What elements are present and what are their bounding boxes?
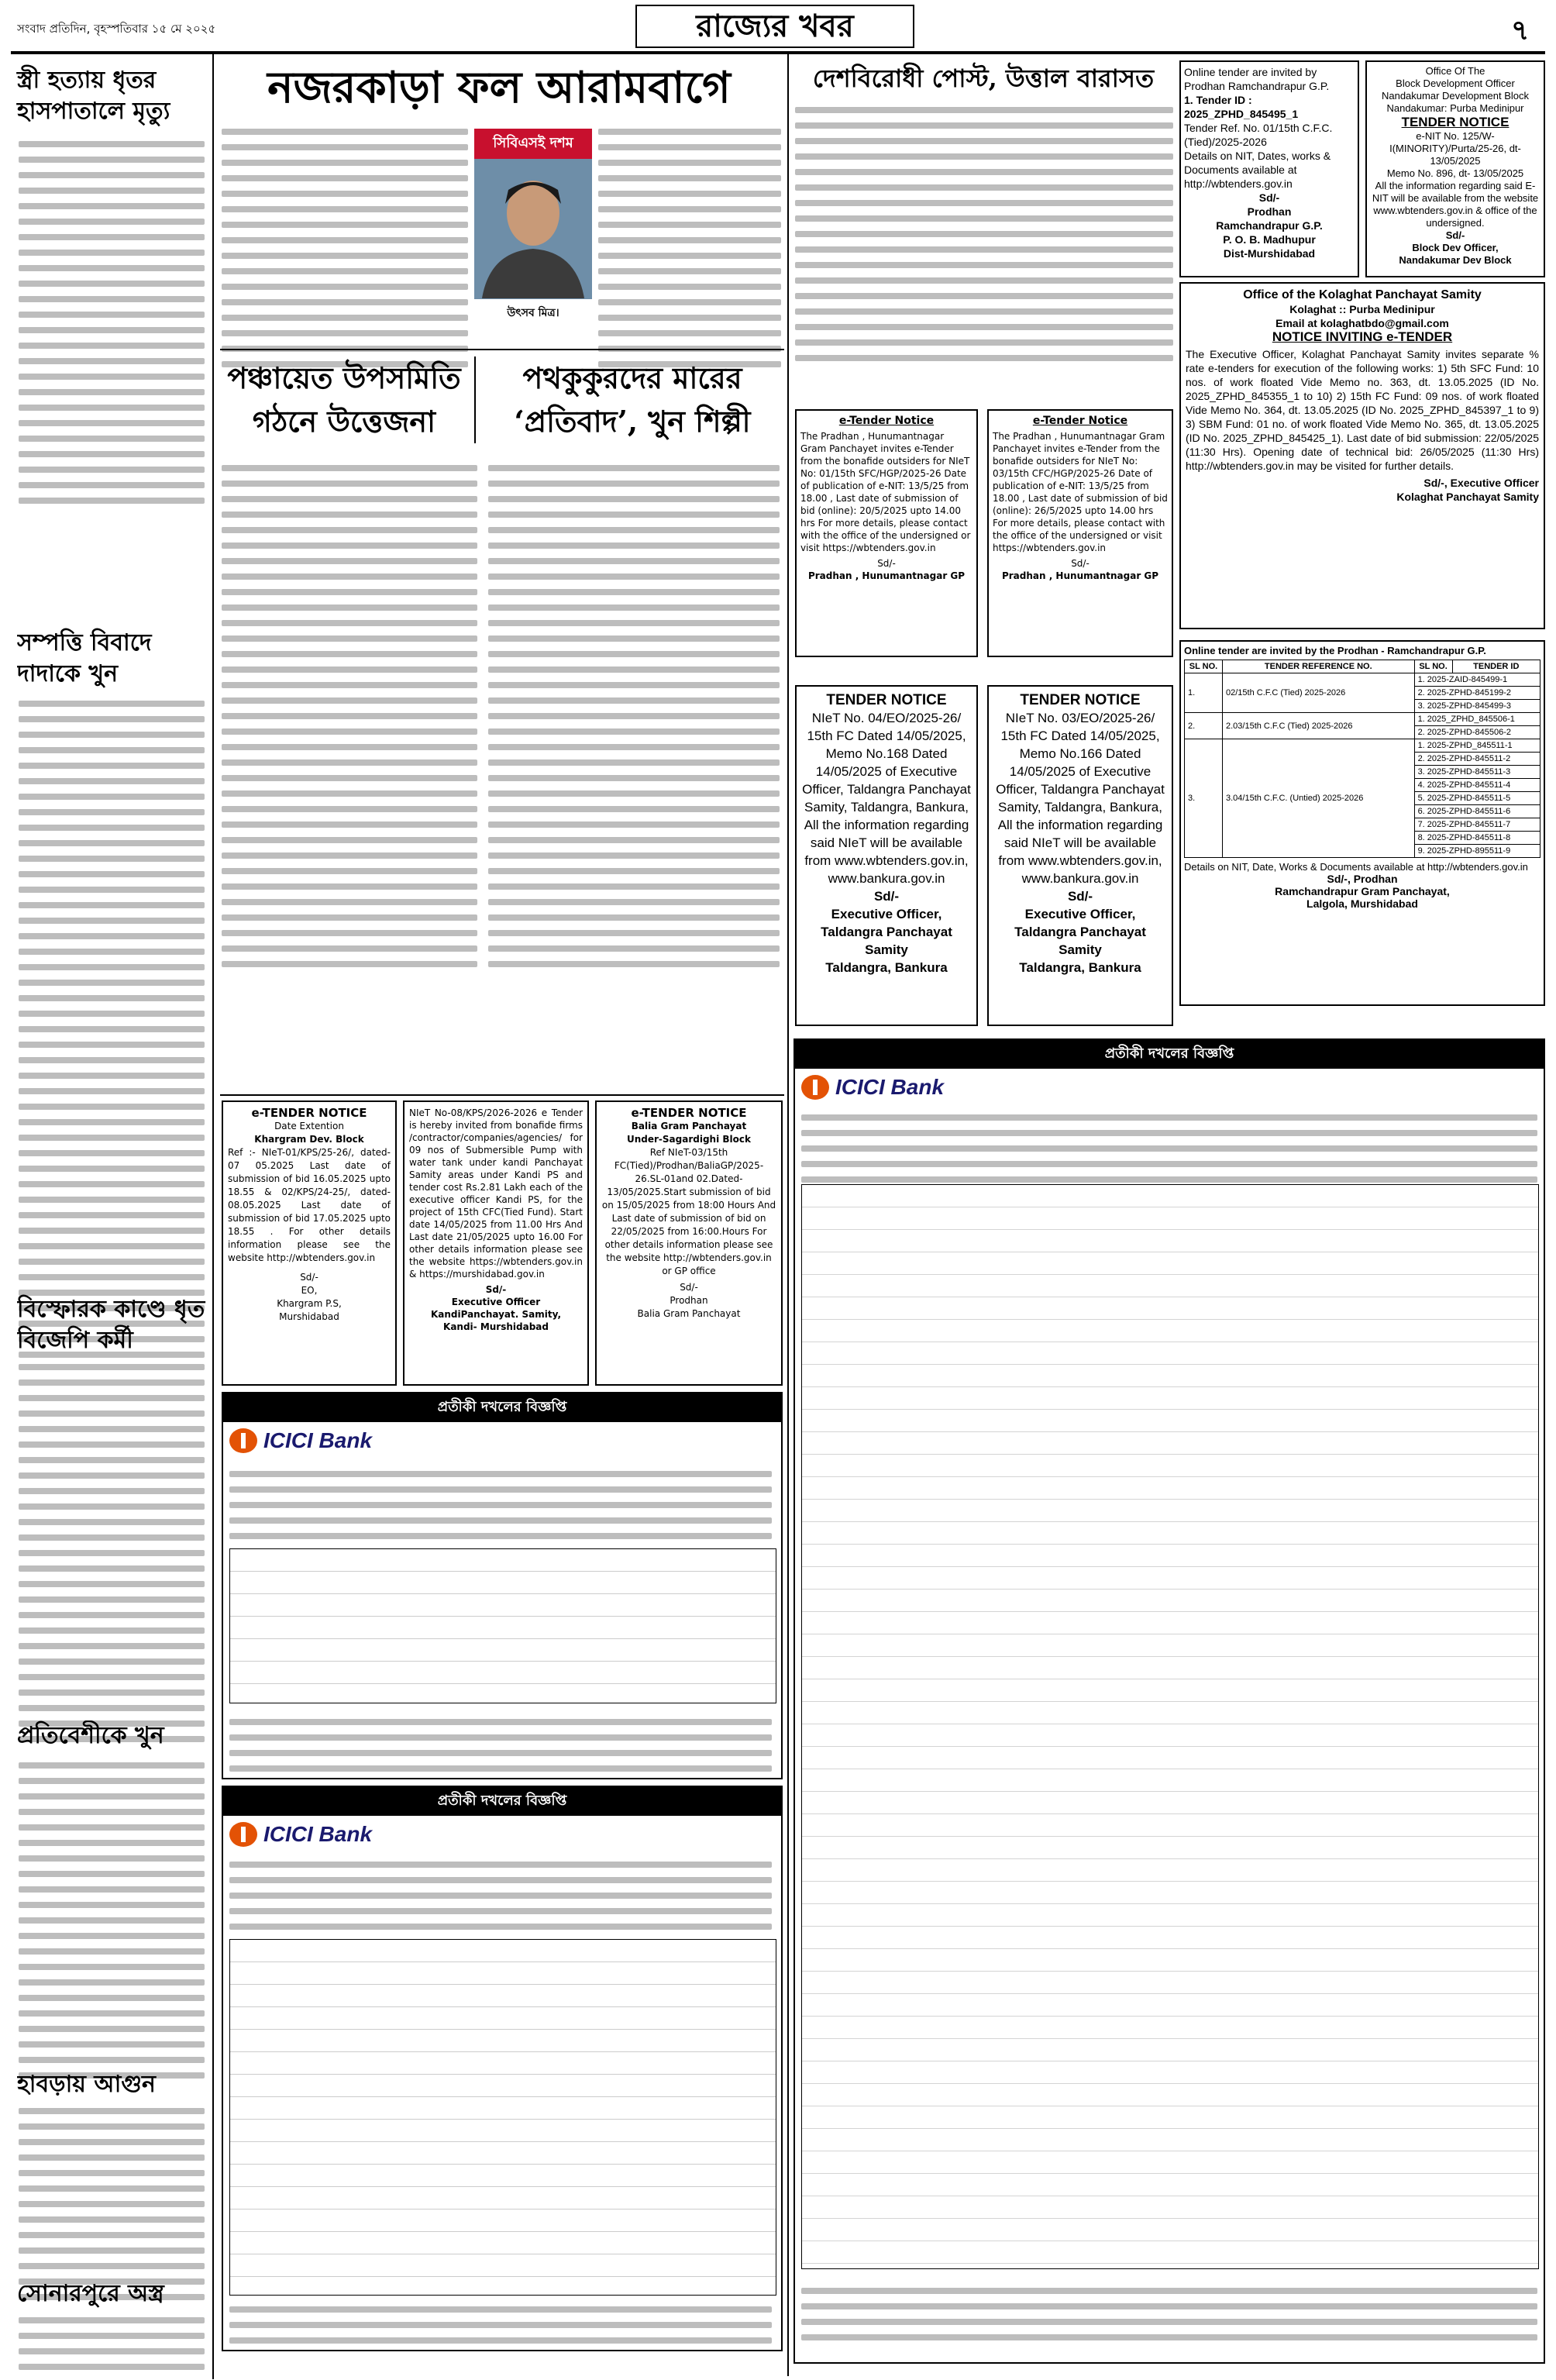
kandi-sig4: Kandi- Murshidabad (443, 1321, 549, 1332)
kg-sig1: Sd/-, Executive Officer (1423, 477, 1539, 489)
group-ref: 02/15th C.F.C (Tied) 2025-2026 (1223, 673, 1415, 713)
icici-mid2-table (229, 1939, 776, 2296)
balia-notice (595, 1100, 783, 1386)
kg-body: The Executive Officer, Kolaghat Panchayat Samity invites separate % rate e-tenders for execution of the following works: 1) 5th SFC Fund: 10 nos. of work floated Vide Memo no. 363, dt. 13.05.2025 (ID No. 2025_ZPHD_845355_1 to 10) 2) 15th FC Fund: 09 nos. of work floated Vide Memo No. 364, dt. 13.05.2025 (ID No. 2025_ZPHD_845397_1 to 9) 3) SBM Fund: 01 no. of work floated Vide Memo No. 365, dt. 13.05.2025 (ID No. 2025_ZPHD_845425_1). Last date of bid submission: 22/05/2025 (11:30 Hrs). Opening date of technical bid: 26/05/2025 (11:30 Hrs) http://wbtenders.gov.in may be visited for further details. (1186, 348, 1539, 472)
khargram-sig2: EO, (301, 1285, 318, 1296)
tender-table (1184, 660, 1541, 858)
left-headline-3: বিস্ফোরক কাণ্ডে ধৃত বিজেপি কর্মী (17, 1296, 205, 1354)
balia-sig2: Prodhan (670, 1295, 708, 1306)
rtab-title: Online tender are invited by the Prodhan - Ramchandrapur G.P. (1184, 645, 1486, 656)
group-sl: 2. (1185, 713, 1223, 739)
left-headline-2: সম্পত্তি বিবাদে দাদাকে খুন (17, 629, 152, 687)
icici-logo-icon (800, 1073, 831, 1101)
kandi-notice (403, 1100, 589, 1386)
balia-l2: Under-Sagardighi Block (627, 1134, 751, 1145)
rt-l7: Prodhan (1247, 205, 1292, 218)
divider (220, 349, 784, 350)
td2-body: NIeT No. 03/EO/2025-26/ 15th FC Dated 14/05/2025, Memo No.166 Dated 14/05/2025 of Executive Officer, Taldangra Panchayat Samity, Taldangra, Bankura, All the information regarding said NIeT will be available from www.wbtenders.gov.in, www.bankura.gov.in (996, 711, 1165, 886)
icici-mid2-title: প্রতীকী দখলের বিজ্ঞপ্তি (223, 1787, 781, 1816)
td2-sig3: Taldangra Panchayat Samity (1014, 925, 1146, 957)
taldangra-notice-1 (795, 685, 978, 1026)
hn1-sig1: Sd/- (877, 558, 896, 569)
khargram-sub: Date Extention (274, 1121, 344, 1131)
td1-sig2: Executive Officer, (831, 907, 942, 921)
hn2-title: e-Tender Notice (1032, 415, 1128, 427)
td2-sig4: Taldangra, Bankura (1019, 960, 1141, 975)
tender-id-cell: 9. 2025-ZPHD-895511-9 (1414, 845, 1540, 858)
icici-mid1-brand: ICICI Bank (263, 1428, 373, 1452)
balia-sig1: Sd/- (680, 1282, 698, 1293)
rtab-sig1: Sd/-, Prodhan (1327, 873, 1398, 885)
hn1-sig2: Pradhan , Hunumantnagar GP (807, 570, 966, 581)
tender-id-cell: 7. 2025-ZPHD-845511-7 (1414, 818, 1540, 832)
balia-title: e-TENDER NOTICE (631, 1106, 747, 1120)
nk-l10: Nandakumar Dev Block (1399, 254, 1512, 266)
kolaghat-notice (1179, 282, 1545, 629)
balia-sig3: Balia Gram Panchayat (637, 1308, 741, 1319)
rt-l1: Online tender are invited by (1184, 66, 1317, 78)
icici-logo-icon (228, 1427, 259, 1455)
khargram-sig1: Sd/- (300, 1272, 318, 1283)
tender-id-cell: 6. 2025-ZPHD-845511-6 (1414, 805, 1540, 818)
khargram-notice (222, 1100, 397, 1386)
photo-caption: উৎসব মিত্র। (507, 307, 559, 319)
left-headline-6: সোনারপুরে অস্ত্র (17, 2280, 164, 2307)
hn1-body: The Pradhan , Hunumantnagar Gram Panchayet invites e-Tender from the bonafide outsiders for NIeT No: 01/15th SFC/HGP/2025-26 Date of publication of e-NIT: 13/5/25 from 18.00 , Last date of submission of bid (online): 20/5/2025 upto 14.00 hrs For more details, please contact with the office of the undersigned or visit https://wbtenders.gov.in (800, 431, 971, 553)
khargram-sig4: Murshidabad (279, 1311, 339, 1322)
hn2-sig2: Pradhan , Hunumantnagar GP (1001, 570, 1159, 581)
kg-l1: Office of the Kolaghat Panchayat Samity (1243, 288, 1482, 301)
left-headline-1: স্ত্রী হত্যায় ধৃতর হাসপাতালে মৃত্যু (17, 67, 170, 125)
photo-badge: সিবিএসই দশম (474, 129, 592, 159)
tender-id-cell: 5. 2025-ZPHD-845511-5 (1414, 792, 1540, 805)
kg-sig2: Kolaghat Panchayat Samity (1396, 491, 1539, 503)
rt-l9: P. O. B. Madhupur (1223, 233, 1316, 246)
left-headline-4: প্রতিবেশীকে খুন (17, 1722, 164, 1749)
nk-l3: Nandakumar Development Block (1381, 90, 1530, 102)
khargram-title: e-TENDER NOTICE (251, 1106, 367, 1120)
table-row (1185, 713, 1541, 726)
td1-title: TENDER NOTICE (826, 692, 947, 708)
icici-notice-mid-2 (222, 1786, 783, 2351)
kandi-body: NIeT No-08/KPS/2026-2026 e Tender is hereby invited from bonafide firms /contractor/companies/agencies/ for 09 nos of Submersible Pump with water tank under kandi Panchayat Samity areas under Kandi PS and tender cost Rs.2.81 Lakh each of the executive officer Kandi PS, for the project of 15th CFC(Tied Fund). Start date 14/05/2025 from 11.00 Hrs And Last date 21/05/2025 upto 16.00 For other details information please see the website https://wbtenders.gov.in & https://murshidabad.gov.in (409, 1107, 583, 1280)
col-sl2: SL NO. (1414, 660, 1452, 673)
td2-title: TENDER NOTICE (1020, 692, 1141, 708)
divider (220, 1094, 784, 1096)
rt-l6: Sd/- (1258, 191, 1280, 204)
icici-right-title: প্রতীকী দখলের বিজ্ঞপ্তি (795, 1040, 1544, 1069)
panchayat-headline: পঞ্চায়েত উপসমিতি গঠনে উত্তেজনা (220, 356, 476, 443)
td1-sig1: Sd/- (873, 889, 900, 904)
hn2-body: The Pradhan , Hunumantnagar Gram Panchayet invites e-Tender from the bonafide outsiders for NIeT No: 03/15th CFC/HGP/2025-26 Date of publication of e-NIT: 13/5/25 from 18.00 , Last date of submission of bid (online): 26/5/2025 upto 14.00 hrs For more details, please contact with the office of the undersigned or visit https://wbtenders.gov.in (993, 431, 1168, 553)
khargram-sig3: Khargram P.S, (277, 1298, 342, 1309)
group-ref: 3.04/15th C.F.C. (Untied) 2025-2026 (1223, 739, 1415, 858)
rtab-footer: Details on NIT, Date, Works & Documents available at http://wbtenders.gov.in (1184, 861, 1528, 873)
td1-sig3: Taldangra Panchayat Samity (821, 925, 952, 957)
balia-body: Ref NIeT-03/15th FC(Tied)/Prodhan/BaliaGP/2025-26.SL-01and 02.Dated- 13/05/2025.Start submission of bid on 15/05/2025 from 18:00 Hours And Last date of submission of bid on 22/05/2025 from 16:00.Hours For other details information please see the website http://wbtenders.gov.in or GP office (601, 1147, 776, 1276)
kg-l3: Email at kolaghatbdo@gmail.com (1275, 317, 1449, 329)
group-sl: 1. (1185, 673, 1223, 713)
tender-id-cell: 4. 2025-ZPHD-845511-4 (1414, 779, 1540, 792)
pathakukur-headline: পথকুকুরদের মারের ‘প্রতিবাদ’, খুন শিল্পী (514, 360, 751, 439)
rt-l4: Tender Ref. No. 01/15th C.F.C. (Tied)/2025-2026 (1184, 122, 1333, 148)
td1-body: NIeT No. 04/EO/2025-26/ 15th FC Dated 14/05/2025, Memo No.168 Dated 14/05/2025 of Executive Officer, Taldangra Panchayat Samity, Taldangra, Bankura, All the information regarding said NIeT will be available from www.wbtenders.gov.in, www.bankura.gov.in (802, 711, 971, 886)
rt-l2: Prodhan Ramchandrapur G.P. (1184, 80, 1330, 92)
group-sl: 3. (1185, 739, 1223, 858)
left-headline-5: হাবড়ায় আগুন (17, 2071, 156, 2098)
khargram-l1: Khargram Dev. Block (254, 1134, 364, 1145)
col-id: TENDER ID (1452, 660, 1540, 673)
rt-l3: 1. Tender ID : 2025_ZPHD_845495_1 (1184, 94, 1299, 120)
tender-id-cell: 1. 2025-ZPHD_845511-1 (1414, 739, 1540, 753)
nk-l5: e-NIT No. 125/W-I(MINORITY)/Purta/25-26, dt-13/05/2025 (1389, 130, 1521, 167)
nk-title: TENDER NOTICE (1401, 115, 1510, 129)
nk-l7: All the information regarding said E-NIT will be available from the website www.wbtenders.gov.in & office of the undersigned. (1372, 180, 1539, 229)
kandi-sig3: KandiPanchayat. Samity, (430, 1309, 562, 1320)
icici-right-table (801, 1184, 1539, 2269)
icici-right-brand: ICICI Bank (835, 1075, 945, 1099)
nk-l6: Memo No. 896, dt- 13/05/2025 (1386, 167, 1524, 179)
left-column (11, 54, 214, 2379)
tender-id-cell: 3. 2025-ZPHD-845511-3 (1414, 766, 1540, 779)
page-number: ৭ (1511, 14, 1530, 46)
ramchandrapur-table-notice (1179, 640, 1545, 1006)
rtab-sig2: Ramchandrapur Gram Panchayat, (1275, 885, 1450, 897)
hn2-sig1: Sd/- (1071, 558, 1090, 569)
dateline: সংবাদ প্রতিদিন, বৃহস্পতিবার ১৫ মে ২০২৫ (17, 22, 216, 36)
td2-sig2: Executive Officer, (1024, 907, 1136, 921)
icici-logo-icon (228, 1820, 259, 1848)
table-row (1185, 673, 1541, 687)
td1-sig4: Taldangra, Bankura (825, 960, 948, 975)
icici-mid1-table (229, 1548, 776, 1703)
header-rule (11, 51, 1545, 54)
tender-id-cell: 3. 2025-ZPHD-845499-3 (1414, 700, 1540, 713)
student-portrait-icon (474, 159, 592, 298)
tender-id-cell: 1. 2025-ZAID-845499-1 (1414, 673, 1540, 687)
main-headline: নজরকাড়া ফল আরামবাগে (267, 62, 731, 113)
icici-notice-right (793, 1038, 1545, 2364)
tender-id-cell: 2. 2025-ZPHD-845506-2 (1414, 726, 1540, 739)
td2-sig1: Sd/- (1067, 889, 1093, 904)
student-photo (474, 129, 592, 299)
column-rule (787, 54, 789, 2376)
tender-id-cell: 2. 2025-ZPHD-845511-2 (1414, 753, 1540, 766)
tender-id-cell: 1. 2025_ZPHD_845506-1 (1414, 713, 1540, 726)
icici-notice-mid-1 (222, 1392, 783, 1779)
nk-l2: Block Development Officer (1396, 77, 1515, 89)
kg-title: NOTICE INVITING e-TENDER (1272, 329, 1453, 344)
tender-id-cell: 8. 2025-ZPHD-845511-8 (1414, 832, 1540, 845)
rtab-sig3: Lalgola, Murshidabad (1306, 897, 1418, 910)
kandi-sig1: Sd/- (485, 1284, 507, 1295)
rt-l8: Ramchandrapur G.P. (1216, 219, 1323, 232)
icici-mid2-brand: ICICI Bank (263, 1822, 373, 1846)
khargram-body: Ref :- NIeT-01/KPS/25-26/, dated-07 05.2025 Last date of submission of bid 16.05.2025 upto 18.55 & 02/KPS/24-25/, dated-08.05.2025 Last date of submission of bid 17.05.2025 upto 18.55 . For other details information please see the website http://wbtenders.gov.in (228, 1147, 391, 1263)
kg-l2: Kolaghat :: Purba Medinipur (1289, 303, 1435, 315)
hunumantnagar-notice-1 (795, 409, 978, 657)
icici-mid1-title: প্রতীকী দখলের বিজ্ঞপ্তি (223, 1393, 781, 1422)
taldangra-notice-2 (987, 685, 1173, 1026)
tender-id-cell: 2. 2025-ZPHD-845199-2 (1414, 687, 1540, 700)
nandakumar-notice (1365, 60, 1545, 277)
nk-l9: Block Dev Officer, (1412, 242, 1499, 253)
nk-l1: Office Of The (1425, 65, 1485, 77)
nk-l8: Sd/- (1445, 229, 1465, 241)
section-title: রাজ্যের খবর (635, 5, 914, 48)
col-sl: SL NO. (1185, 660, 1223, 673)
table-row (1185, 739, 1541, 753)
group-ref: 2.03/15th C.F.C (Tied) 2025-2026 (1223, 713, 1415, 739)
rt-l5: Details on NIT, Dates, works & Documents available at http://wbtenders.gov.in (1184, 150, 1331, 190)
tender-table-body (1185, 673, 1541, 858)
hn1-title: e-Tender Notice (838, 415, 935, 427)
rt-l10: Dist-Murshidabad (1223, 247, 1316, 260)
balia-l1: Balia Gram Panchayat (631, 1121, 747, 1131)
hunumantnagar-notice-2 (987, 409, 1173, 657)
kandi-sig2: Executive Officer (451, 1297, 541, 1307)
col-ref: TENDER REFERENCE NO. (1223, 660, 1415, 673)
ramchandrapur-tender-notice (1179, 60, 1359, 277)
barasat-headline: দেশবিরোধী পোস্ট, উত্তাল বারাসত (812, 64, 1155, 93)
nk-l4: Nandakumar: Purba Medinipur (1386, 102, 1524, 114)
